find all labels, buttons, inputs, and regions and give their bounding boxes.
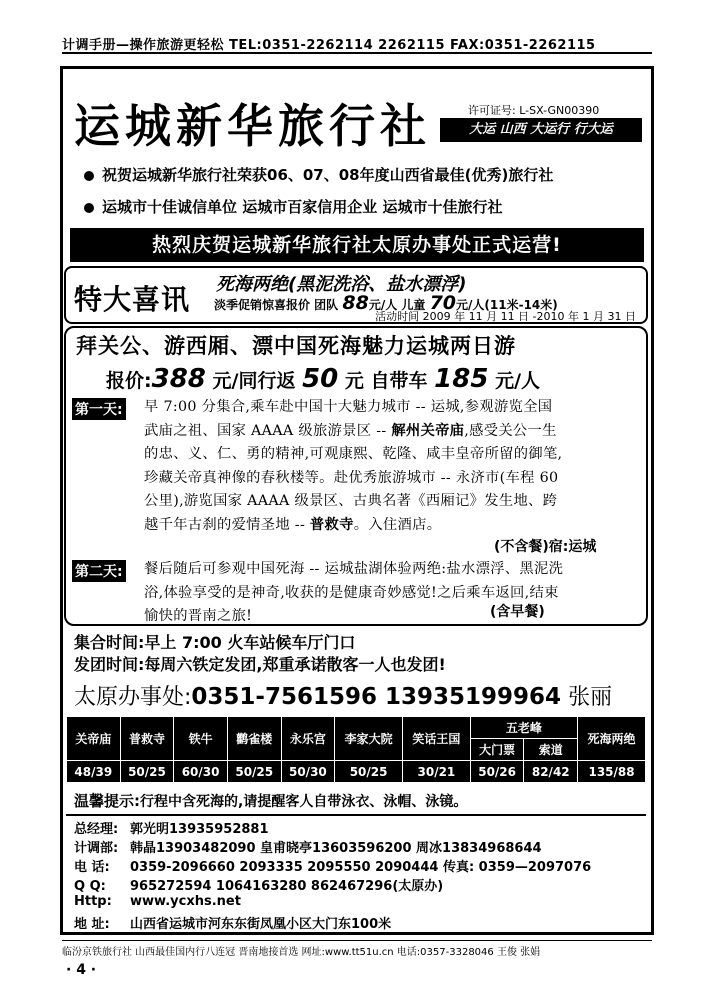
celebration-banner: 热烈庆贺运城新华旅行社太原办事处正式运营! — [70, 228, 644, 262]
tour-price: 报价:388 元/同行返 50 元 自带车 185 元/人 — [106, 364, 541, 394]
contact-row: 电 话: 0359-2096660 2093335 2095550 2090444 传真: 0359—2097076 — [74, 860, 592, 875]
promo-box — [64, 266, 648, 324]
tour-title: 拜关公、游西厢、漂中国死海魅力运城两日游 — [76, 334, 516, 358]
price-cell: 30/21 — [403, 761, 471, 783]
day2-tag: 第二天: — [72, 560, 126, 582]
reminder: 温馨提示:行程中含死海的,请提醒客人自带泳衣、泳帽、泳镜。 — [74, 792, 468, 810]
contact-row: 计调部: 韩晶13903482090 皇甫晓亭13603596200 周冰13834968644 — [74, 841, 542, 856]
price-head: 鹳雀楼 — [227, 717, 281, 761]
price-subhead: 索道 — [524, 739, 578, 761]
price-head: 五老峰 — [470, 717, 577, 739]
price-head: 铁牛 — [174, 717, 228, 761]
depart-time: 发团时间:每周六铁定发团,郑重承诺散客一人也发团! — [74, 655, 446, 674]
contact-row: 总经理: 郭光明13935952881 — [74, 822, 269, 837]
top-header-bar: 计调手册—操作旅游更轻松 TEL:0351-2262114 2262115 FAX:0351-2262115 — [62, 34, 652, 54]
price-subhead: 大门票 — [470, 739, 524, 761]
price-cell: 135/88 — [578, 761, 646, 783]
honor-line-2: 运城市十佳诚信单位 运城市百家信用企业 运城市十佳旅行社 — [84, 196, 502, 217]
price-head: 李家大院 — [335, 717, 403, 761]
day2-itinerary: 餐后随后可参观中国死海 -- 运城盐湖体验两绝:盐水漂浮、黑泥洗浴,体验享受的是神奇,收获的是健康奇妙感觉!之后乘车返回,结束愉快的晋南之旅! — [144, 561, 564, 624]
divider — [66, 814, 646, 816]
price-cell: 50/26 — [470, 761, 524, 783]
price-cell: 50/25 — [120, 761, 174, 783]
day1-itinerary: 早 7:00 分集合,乘车赴中国十大魅力城市 -- 运城,参观游览全国武庙之祖、国家 AAAA 级旅游景区 -- 解州关帝庙,感受关公一生的忠、义、仁、勇的精神,可观康熙、乾隆、咸丰皇帝所留的御笔,珍藏关帝真神像的春秋楼等。赴优秀旅游城市 -- 永济市(车程 60 公里),游览国家 AAAA 级景区、古典名著《西厢记》发生地、跨越千年古刹的爱情圣地 -- 普救寺。入住酒店。 — [144, 399, 563, 533]
price-cell: 82/42 — [524, 761, 578, 783]
agency-slogan: 大运 山西 大运行 行大运 — [440, 118, 642, 142]
page-number: · 4 · — [66, 962, 97, 978]
day1-note: (不含餐)宿:运城 — [494, 539, 597, 555]
website-link[interactable]: Http: www.ycxhs.net — [74, 894, 241, 909]
promo-price: 淡季促销惊喜报价 团队 88元/人 儿童 70元/人(11米-14米) — [214, 292, 558, 314]
price-head: 普救寺 — [120, 717, 174, 761]
contact-row: Q Q: 965272594 1064163280 862467296(太原办) — [74, 879, 444, 894]
ticket-price-table — [66, 716, 646, 783]
price-cell: 48/39 — [67, 761, 121, 783]
contact-row: 地 址: 山西省运城市河东东街凤凰小区大门东100米 — [74, 917, 392, 932]
honor-line-1: 祝贺运城新华旅行社荣获06、07、08年度山西省最佳(优秀)旅行社 — [84, 164, 553, 185]
day2-note: (含早餐) — [490, 604, 545, 620]
price-head: 笑话王国 — [403, 717, 471, 761]
price-head: 死海两绝 — [578, 717, 646, 761]
promo-headline: 死海两绝(黑泥洗浴、盐水漂浮) — [216, 274, 467, 295]
price-cell: 60/30 — [174, 761, 228, 783]
bullet-icon — [84, 203, 94, 213]
price-cell: 50/25 — [335, 761, 403, 783]
bullet-icon — [84, 171, 94, 181]
price-cell: 50/30 — [281, 761, 335, 783]
price-head: 关帝庙 — [67, 717, 121, 761]
gather-time: 集合时间:早上 7:00 火车站候车厅门口 — [74, 633, 356, 652]
footer-ad: 临汾京铁旅行社 山西最佳国内行八连冠 晋南地接首选 网址:www.tt51u.cn 电话:0357-3328046 王俊 张娟 — [62, 940, 652, 958]
agency-name: 运城新华旅行社 — [74, 99, 431, 153]
price-head: 永乐宫 — [281, 717, 335, 761]
price-cell: 50/25 — [227, 761, 281, 783]
taiyuan-office: 太原办事处:0351-7561596 13935199964 张丽 — [74, 684, 613, 710]
day1-tag: 第一天: — [72, 398, 126, 420]
promo-title: 特大喜讯 — [74, 283, 191, 316]
promo-dates: 活动时间 2009 年 11 月 11 日 -2010 年 1 月 31 日 — [375, 310, 636, 323]
license-number: 许可证号: L-SX-GN00390 — [468, 104, 600, 117]
